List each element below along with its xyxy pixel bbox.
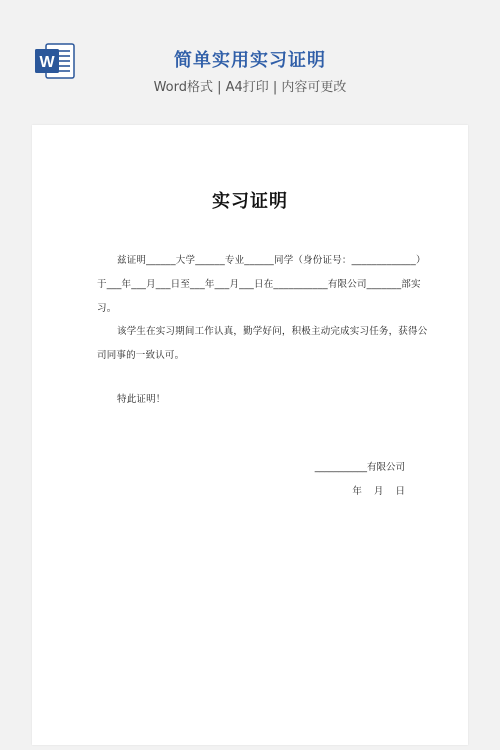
certificate-line-5: 司同事的一致认可。: [97, 350, 185, 361]
page-header: [0, 0, 500, 122]
certificate-line-4: 该学生在实习期间工作认真，勤学好问，积极主动完成实习任务，获得公: [117, 326, 428, 337]
certificate-line-1: 兹证明______大学______专业______同学（身份证号：_____________）: [117, 255, 426, 266]
date-line: 年 月 日: [352, 486, 405, 497]
company-signature-line: ___________有限公司: [314, 462, 405, 473]
certificate-line-2: 于___年___月___日至___年___月___日在___________有限公司_______部实: [97, 279, 421, 290]
page-subtitle: Word格式 | A4打印 | 内容可更改: [153, 80, 347, 95]
certificate-line-3: 习。: [97, 303, 117, 314]
document-page: [32, 125, 468, 745]
document-title: 实习证明: [212, 191, 288, 212]
certification-statement: 特此证明！: [117, 394, 166, 405]
page-title: 简单实用实习证明: [174, 50, 326, 71]
logo-letter: W: [39, 54, 55, 71]
